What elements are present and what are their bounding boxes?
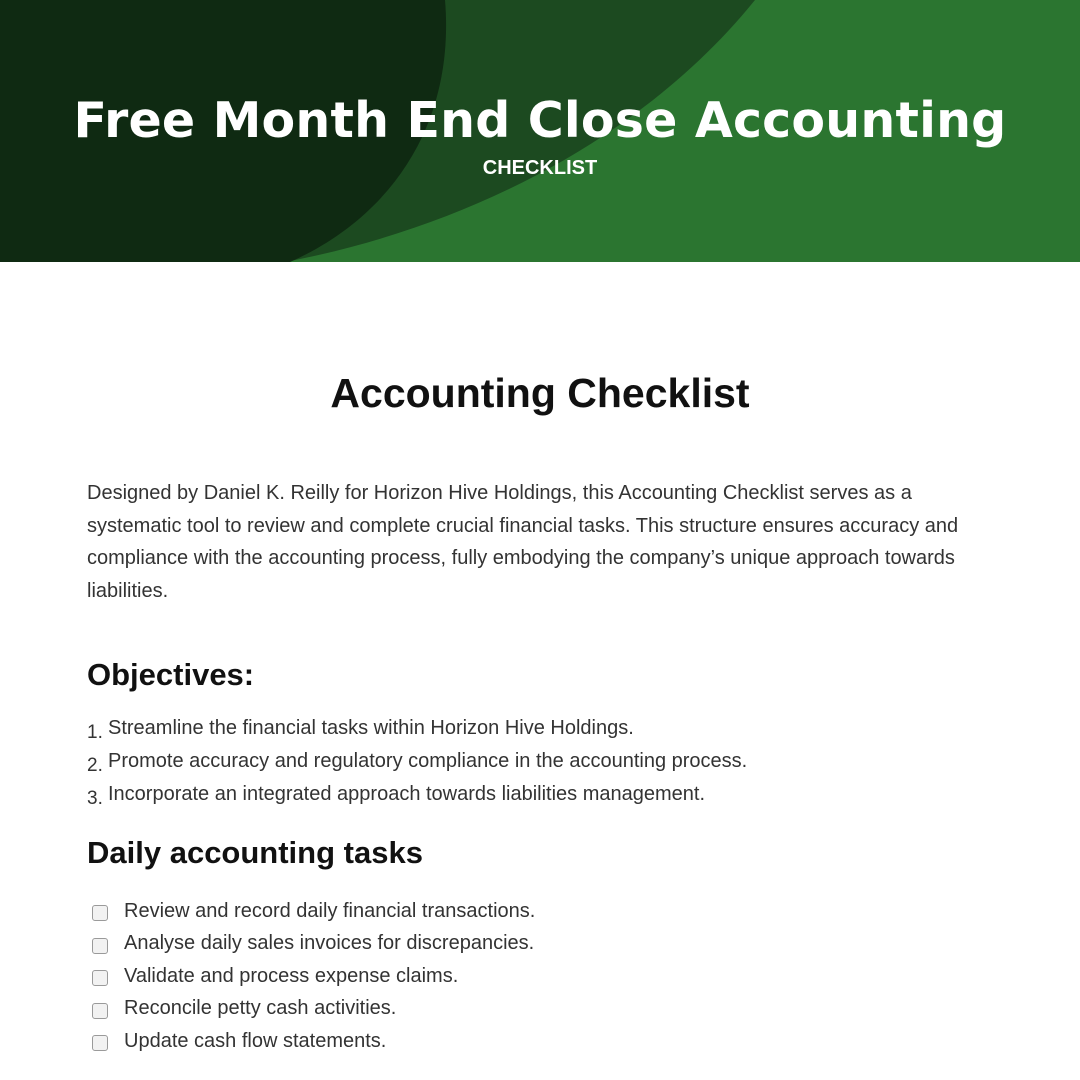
task-checkbox[interactable]: [92, 1003, 108, 1019]
daily-tasks-heading: Daily accounting tasks: [87, 835, 423, 870]
objective-text: Streamline the financial tasks within Horizon Hive Holdings.: [108, 717, 634, 739]
task-label: Reconcile petty cash activities.: [124, 997, 397, 1020]
objectives-heading: Objectives:: [87, 657, 255, 692]
objective-number: 3.: [87, 788, 103, 809]
checklist-item: [92, 960, 992, 993]
task-label: Validate and process expense claims.: [124, 964, 459, 987]
daily-tasks-checklist: [92, 895, 992, 1058]
task-checkbox[interactable]: [92, 970, 108, 986]
checklist-item: [92, 928, 992, 961]
objective-text: Promote accuracy and regulatory compliance in the accounting process.: [108, 750, 748, 772]
task-checkbox[interactable]: [92, 938, 108, 954]
objective-item: [87, 717, 1007, 750]
objective-text: Incorporate an integrated approach towards liabilities management.: [108, 783, 706, 805]
header-banner: [0, 0, 1080, 262]
task-label: Review and record daily financial transactions.: [124, 899, 536, 922]
checklist-item: [92, 895, 992, 928]
checklist-item: [92, 1025, 992, 1058]
banner-title: Free Month End Close Accounting: [73, 92, 1007, 149]
objective-number: 1.: [87, 722, 103, 743]
objective-item: [87, 750, 1007, 783]
document-title: Accounting Checklist: [330, 370, 750, 416]
objectives-list: [87, 717, 1007, 816]
checklist-item: [92, 993, 992, 1026]
objective-item: [87, 783, 1007, 816]
banner-subtitle: CHECKLIST: [482, 157, 598, 179]
task-checkbox[interactable]: [92, 1035, 108, 1051]
intro-paragraph: Designed by Daniel K. Reilly for Horizon Hive Holdings, this Accounting Checklist serves as a systematic tool to review and complete crucial financial tasks. This structure ensures accuracy and compliance with the accounting process, fully embodying the company’s unique approach towards liabilities.: [87, 482, 959, 602]
objective-number: 2.: [87, 755, 103, 776]
task-checkbox[interactable]: [92, 905, 108, 921]
task-label: Analyse daily sales invoices for discrepancies.: [124, 932, 535, 955]
task-label: Update cash flow statements.: [124, 1029, 387, 1052]
